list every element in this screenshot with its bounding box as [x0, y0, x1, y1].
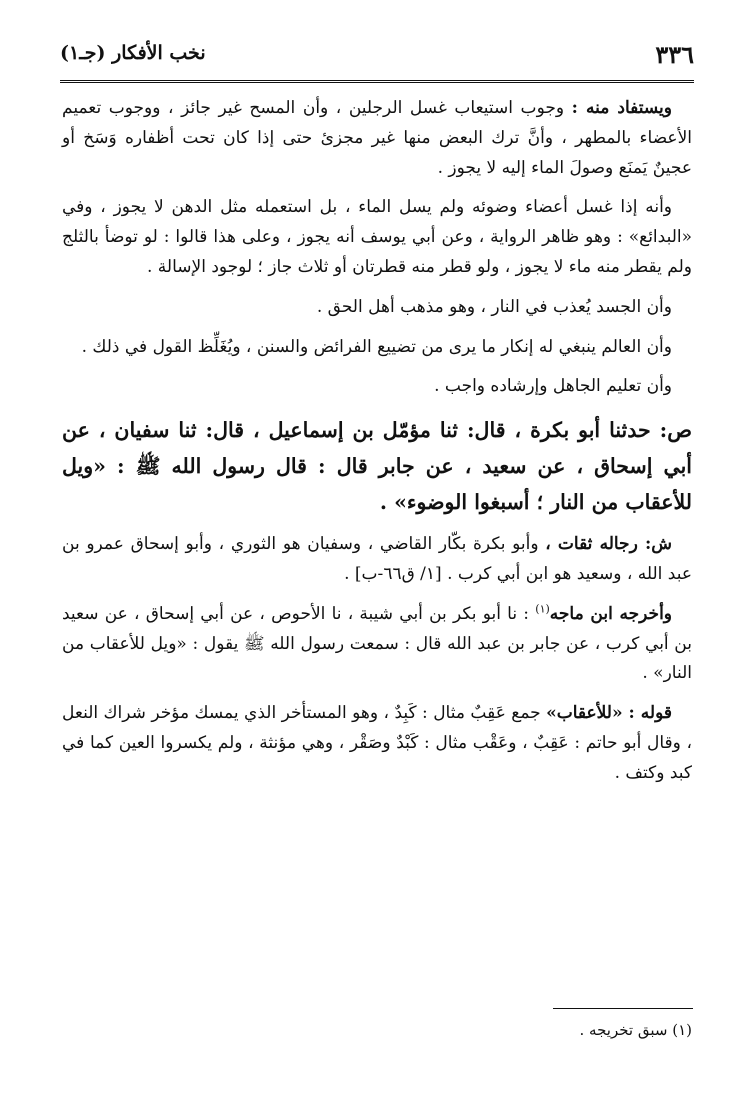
paragraph-text: وأن العالم ينبغي له إنكار ما يرى من تضييع الفرائض والسنن ، ويُغَلِّظ القول في ذلك .	[81, 336, 672, 357]
paragraph-text: : نا أبو بكر بن أبي شيبة ، نا الأحوص ، عن أبي إسحاق ، عن سعيد بن أبي كرب ، عن جابر بن عبد الله قال : سمعت رسول الله ﷺ يقول : «ويل للأعقاب من النار» .	[62, 603, 692, 684]
paragraph-body-punishment	[62, 293, 692, 323]
running-title: نخب الأفكار (جـ١)	[60, 42, 206, 64]
paragraph-lead: ش: رجاله ثقات ،	[545, 534, 672, 555]
hadith-text: ص: حدثنا أبو بكرة ، قال: ثنا مؤمّل بن إسماعيل ، قال: ثنا سفيان ، عن أبي إسحاق ، عن سعيد ، عن جابر قال : قال رسول الله ﷺ : «ويل للأعقاب من النار ؛ أسبغوا الوضوء» .	[62, 418, 692, 515]
paragraph-text: جمع عَقِبٌ مثال : كَبِدٌ ، وهو المستأخر الذي يمسك مؤخر شراك النعل ، وقال أبو حاتم : عَقِبٌ ، وعَقْب مثال : كَبْدٌ وصَقْر ، وهي مؤنثة ، ولم يكسروا العين كما في كبد وكتف .	[62, 703, 692, 783]
page-number: ٣٣٦	[655, 40, 694, 69]
paragraph-text: وجوب استيعاب غسل الرجلين ، وأن المسح غير جائز ، ووجوب تعميم الأعضاء بالمطهر ، وأنَّ ترك البعض منها غير مجزئ حتى إذا كان تحت أظفاره وَسَخ أو عجينٌ يَمنَع وصولَ الماء إليه لا يجوز .	[62, 98, 692, 178]
paragraph-text: وأنه إذا غسل أعضاء وضوئه ولم يسل الماء ، بل استعمله مثل الدهن لا يجوز ، وفي «البدائع» : وهو ظاهر الرواية ، وعن أبي يوسف أنه يجوز ، وعلى هذا قالوا : لو توضأ بالثلج ولم يقطر منه ماء لا يجوز ، ولو قطر منه قطرتان أو ثلاث جاز ؛ لوجود الإسالة .	[62, 197, 693, 277]
paragraph-lead: ويستفاد منه :	[571, 98, 672, 118]
paragraph-text: وأن تعليم الجاهل وإرشاده واجب .	[434, 376, 672, 397]
footnote-rule	[553, 1008, 693, 1009]
paragraph-text: وأن الجسد يُعذب في النار ، وهو مذهب أهل الحق .	[316, 296, 672, 317]
footnote: (١) سبق تخريجه .	[579, 1021, 692, 1039]
hadith-matn	[62, 412, 692, 520]
paragraph-aqab	[62, 699, 692, 788]
main-text	[62, 94, 692, 799]
paragraph-teaching	[62, 372, 692, 402]
paragraph-narrators	[62, 530, 692, 590]
paragraph-lead: وأخرجه ابن ماجه	[549, 603, 672, 624]
paragraph-scholar-duty	[62, 333, 692, 363]
paragraph-benefits	[62, 94, 692, 183]
footnote-marker: (١)	[535, 602, 550, 616]
paragraph-lead: قوله : «للأعقاب»	[546, 703, 672, 724]
page-header	[60, 38, 694, 78]
paragraph-ibn-majah	[62, 600, 692, 689]
header-rule	[60, 80, 694, 83]
paragraph-text: وأبو بكرة بكّار القاضي ، وسفيان هو الثوري ، وأبو إسحاق عمرو بن عبد الله ، وسعيد هو ابن أبي كرب . [١/ ق٦٦-ب] .	[62, 534, 692, 584]
paragraph-oil-washing	[62, 193, 692, 282]
